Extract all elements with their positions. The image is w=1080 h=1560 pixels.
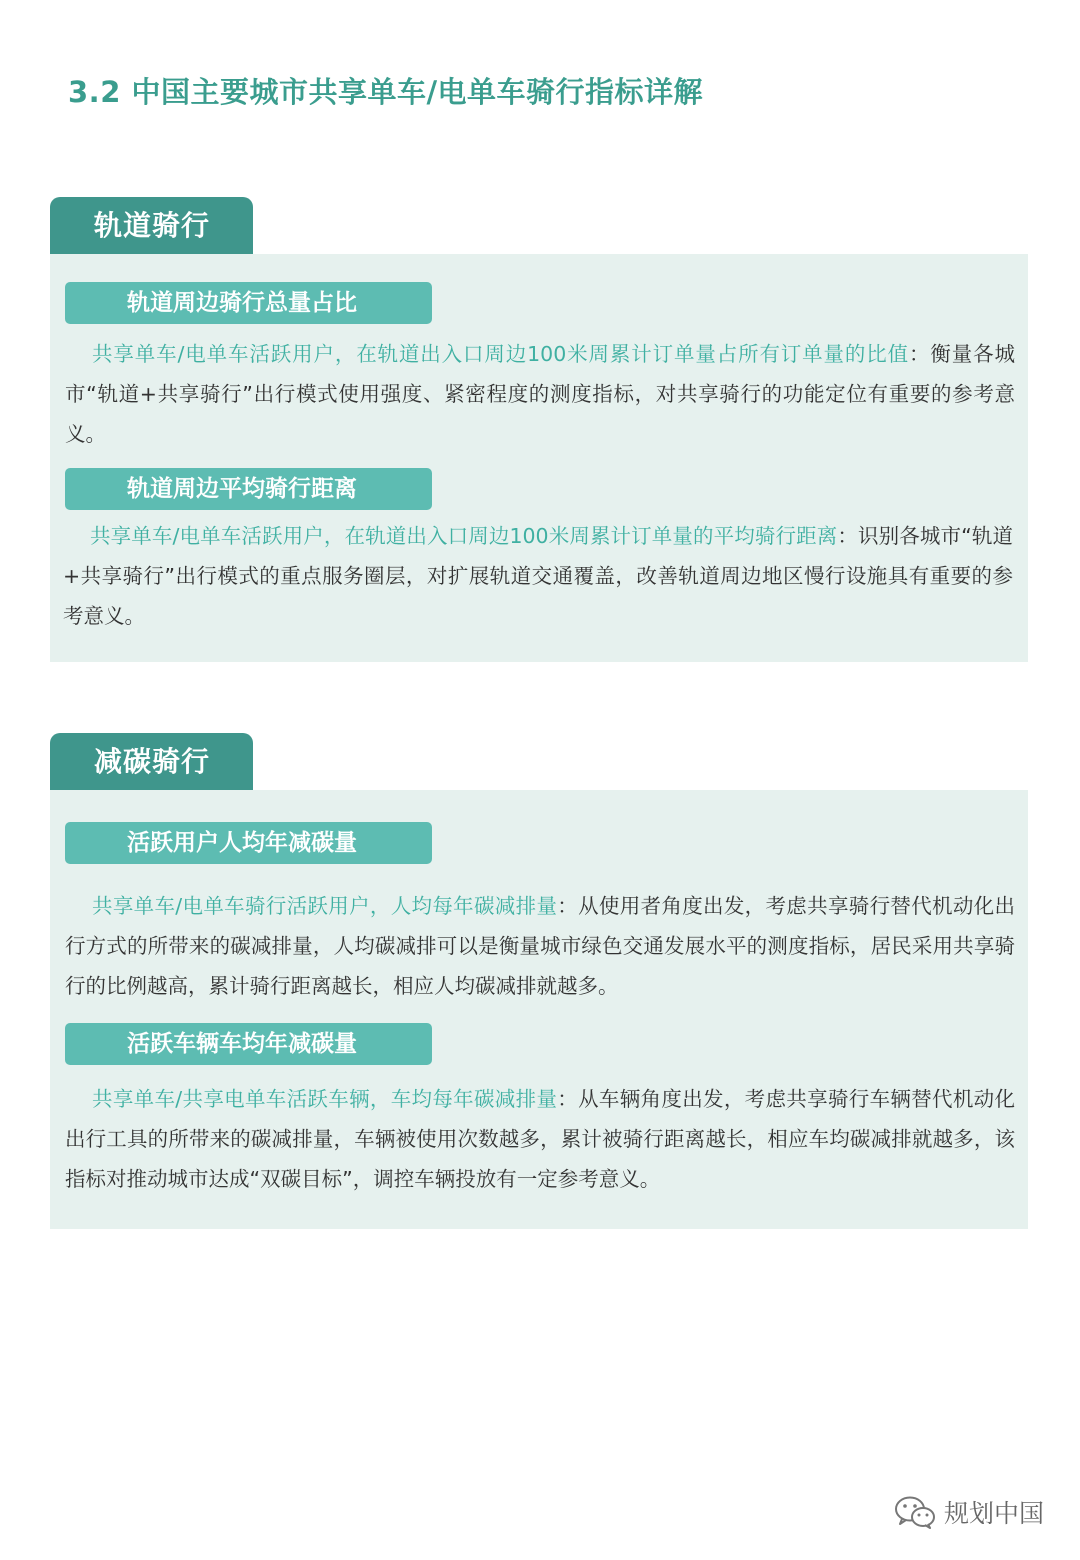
subhead-rail-distance: 轨道周边平均骑行距离 <box>65 468 432 510</box>
subhead-user-carbon: 活跃用户人均年减碳量 <box>65 822 432 864</box>
paragraph-body: ：从使用者角度出发，考虑共享骑行替代机动化出行方式的所带来的碳减排量，人均碳减排可以是衡量城市绿色交通发展水平的测度指标，居民采用共享骑行的比例越高，累计骑行距离越长，相应人均碳减排就越多。 <box>65 894 1016 998</box>
section-tab-carbon-riding: 减碳骑行 <box>50 733 253 790</box>
page-title: 3.2 中国主要城市共享单车/电单车骑行指标详解 <box>68 75 704 109</box>
watermark-text: 规划中国 <box>943 1499 1044 1528</box>
paragraph-highlight: 共享单车/电单车活跃用户，在轨道出入口周边100米周累计订单量的平均骑行距离 <box>90 524 838 548</box>
paragraph-rail-distance <box>63 516 1013 636</box>
paragraph-highlight: 共享单车/电单车骑行活跃用户，人均每年碳减排量 <box>92 894 558 918</box>
section-box-carbon-riding <box>50 790 1028 1229</box>
subhead-rail-share: 轨道周边骑行总量占比 <box>65 282 432 324</box>
section-tab-rail-riding: 轨道骑行 <box>50 197 253 254</box>
paragraph-body: ：衡量各城市“轨道+共享骑行”出行模式使用强度、紧密程度的测度指标，对共享骑行的功能定位有重要的参考意义。 <box>65 342 1015 446</box>
paragraph-body: ：识别各城市“轨道+共享骑行”出行模式的重点服务圈层，对扩展轨道交通覆盖，改善轨道周边地区慢行设施具有重要的参考意义。 <box>63 524 1013 628</box>
paragraph-rail-share <box>65 334 1015 454</box>
paragraph-user-carbon <box>65 886 1015 1006</box>
wechat-icon <box>894 1495 936 1529</box>
section-rail-riding <box>50 197 1028 662</box>
subhead-vehicle-carbon: 活跃车辆车均年减碳量 <box>65 1023 432 1065</box>
watermark <box>894 1494 1044 1530</box>
section-carbon-riding <box>50 733 1028 1229</box>
section-box-rail-riding <box>50 254 1028 662</box>
paragraph-highlight: 共享单车/共享电单车活跃车辆，车均每年碳减排量 <box>92 1087 558 1111</box>
paragraph-vehicle-carbon <box>65 1079 1015 1199</box>
paragraph-highlight: 共享单车/电单车活跃用户，在轨道出入口周边100米周累计订单量占所有订单量的比值 <box>92 342 910 366</box>
paragraph-body: ：从车辆角度出发，考虑共享骑行车辆替代机动化出行工具的所带来的碳减排量，车辆被使用次数越多，累计被骑行距离越长，相应车均碳减排就越多，该指标对推动城市达成“双碳目标”，调控车辆投放有一定参考意义。 <box>65 1087 1016 1191</box>
